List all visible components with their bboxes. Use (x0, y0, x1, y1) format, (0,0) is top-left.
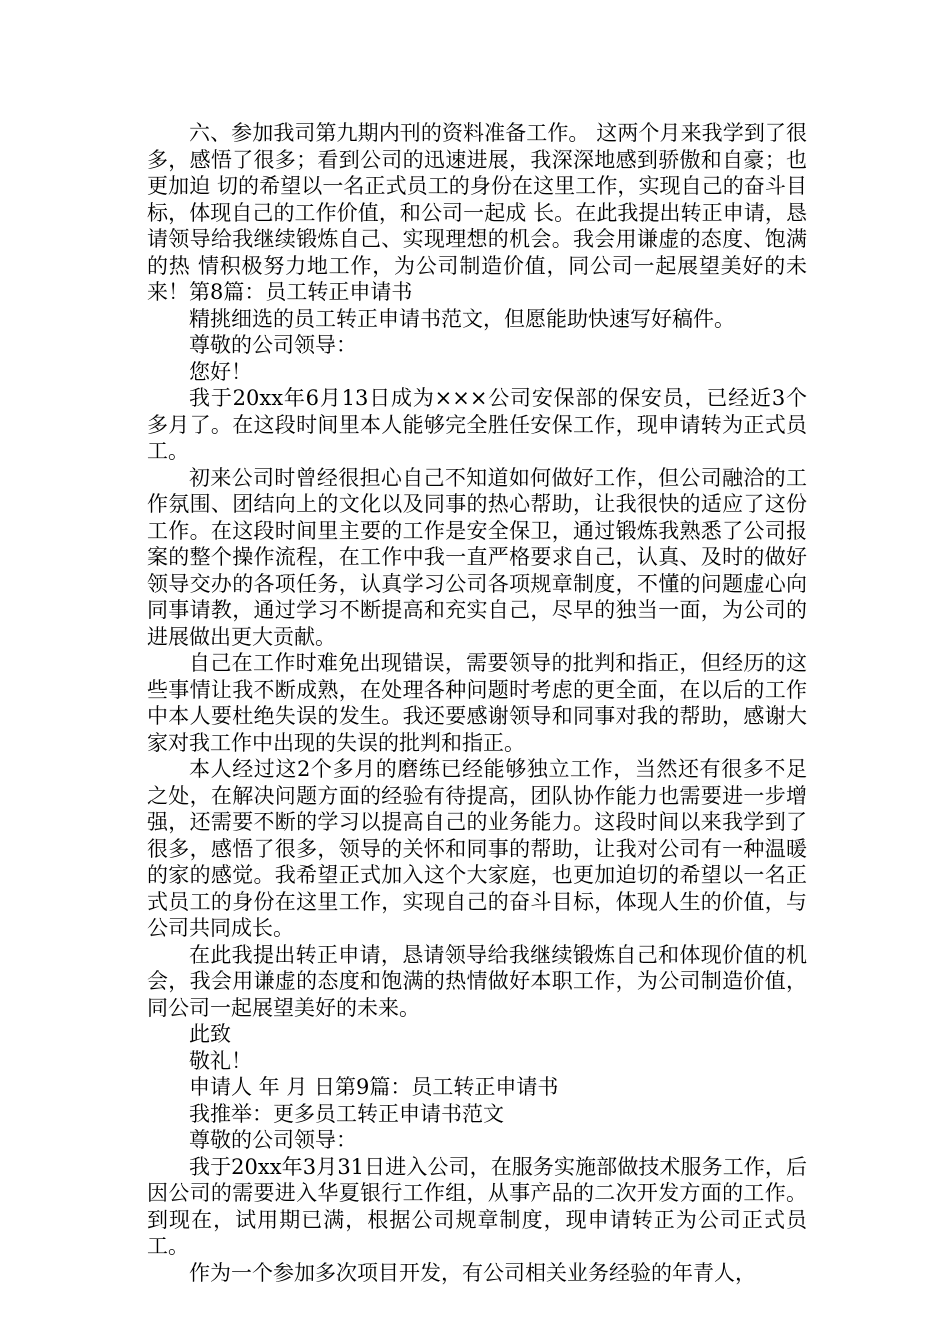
paragraph-body-3: 自己在工作时难免出现错误，需要领导的批判和指正，但经历的这些事情让我不断成熟，在处理各种问题时考虑的更全面，在以后的工作中本人要杜绝失误的发生。我还要感谢领导和同事对我的帮助，感谢大家对我工作中出现的失误的批判和指正。 (147, 651, 807, 755)
signature-line: 申请人 年 月 日第9篇：员工转正申请书 (189, 1075, 559, 1099)
closing-2: 敬礼！ (189, 1048, 252, 1073)
paragraph-body-4: 本人经过这2个多月的磨练已经能够独立工作，当然还有很多不足之处，在解决问题方面的经验有待提高，团队协作能力也需要进一步增强，还需要不断的学习以提高自己的业务能力。这段时间以来我学到了很多，感悟了很多，领导的关怀和同事的帮助，让我对公司有一种温暖的家的感觉。我希望正式加入这个大家庭，也更加迫切的希望以一名正式员工的身份在这里工作，实现自己的奋斗目标，体现人生的价值，与公司共同成长。 (147, 757, 807, 940)
closing-1: 此致 (189, 1022, 231, 1046)
paragraph-body-2: 初来公司时曾经很担心自己不知道如何做好工作，但公司融洽的工作氛围、团结向上的文化以及同事的热心帮助，让我很快的适应了这份工作。在这段时间里主要的工作是安全保卫，通过锻炼我熟悉了公司报案的整个操作流程，在工作中我一直严格要求自己，认真、及时的做好领导交办的各项任务，认真学习公司各项规章制度，不懂的问题虚心向同事请教，通过学习不断提高和充实自己，尽早的独当一面，为公司的进展做出更大贡献。 (147, 465, 807, 649)
document-page (147, 120, 807, 1286)
paragraph-body-1: 我于20xx年6月13日成为×××公司安保部的保安员，已经近3个多月了。在这段时间里本人能够完全胜任安保工作，现申请转为正式员工。 (147, 386, 807, 463)
greeting: 您好！ (189, 359, 252, 384)
paragraph-intro: 六、参加我司第九期内刊的资料准备工作。 这两个月来我学到了很多，感悟了很多；看到公司的迅速进展，我深深地感到骄傲和自豪；也更加迫 切的希望以一名正式员工的身份在这里工作，实现自己的奋斗目标，体现自己的工作价值，和公司一起成 长。在此我提出转正申请，恳请领导给我继续锻炼自己、实现理想的机会。我会用谦虚的态度、饱满的热 情积极努力地工作，为公司制造价值，同公司一起展望美好的未来！第8篇：员工转正申请书 (147, 121, 807, 304)
recommendation-line: 我推举：更多员工转正申请书范文 (189, 1101, 504, 1126)
paragraph-body-7: 作为一个参加多次项目开发，有公司相关业务经验的年青人， (189, 1260, 756, 1285)
paragraph-body-5: 在此我提出转正申请，恳请领导给我继续锻炼自己和体现价值的机会，我会用谦虚的态度和饱满的热情做好本职工作，为公司制造价值，同公司一起展望美好的未来。 (147, 942, 807, 1020)
salutation: 尊敬的公司领导： (189, 333, 357, 357)
paragraph-note: 精挑细选的员工转正申请书范文，但愿能助快速写好稿件。 (189, 306, 735, 331)
salutation-2: 尊敬的公司领导： (189, 1128, 357, 1152)
paragraph-body-6: 我于20xx年3月31日进入公司，在服务实施部做技术服务工作，后因公司的需要进入华夏银行工作组，从事产品的二次开发方面的工作。到现在，试用期已满，根据公司规章制度，现申请转正为公司正式员工。 (147, 1154, 807, 1258)
